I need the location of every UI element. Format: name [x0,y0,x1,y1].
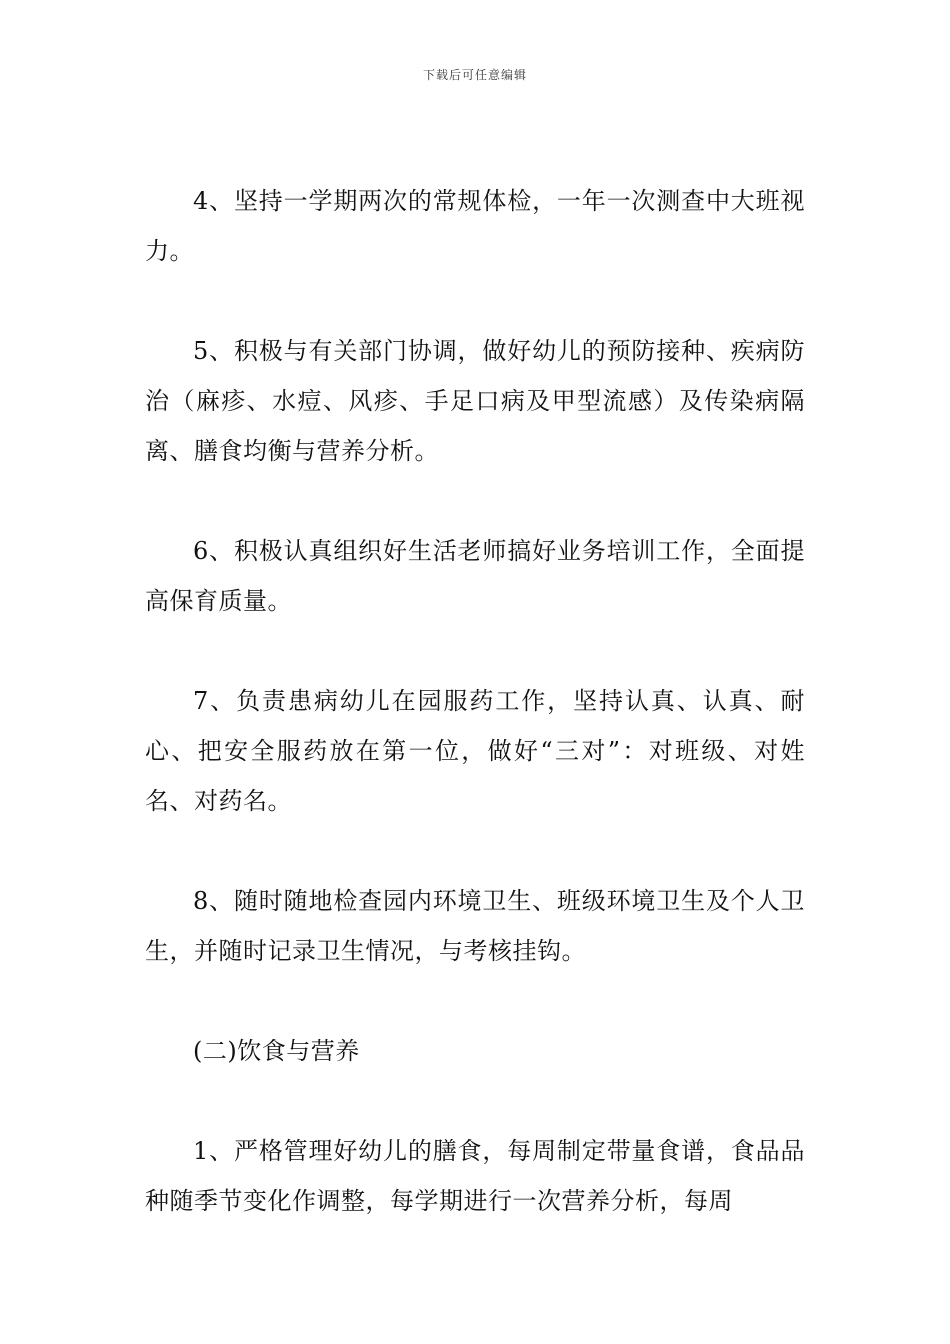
section-heading-diet: (二)饮食与营养 [193,1037,360,1065]
paragraph-item-5: 5、积极与有关部门协调，做好幼儿的预防接种、疾病防治（麻疹、水痘、风疹、手足口病及甲型流感）及传染病隔离、膳食均衡与营养分析。 [145,337,805,465]
paragraph-item-6: 6、积极认真组织好生活老师搞好业务培训工作，全面提高保育质量。 [145,537,805,615]
paragraph-item-4: 4、坚持一学期两次的常规体检，一年一次测查中大班视力。 [145,187,805,265]
paragraph-item-8: 8、随时随地检查园内环境卫生、班级环境卫生及个人卫生，并随时记录卫生情况，与考核挂钩。 [145,887,805,965]
paragraph-item-7: 7、负责患病幼儿在园服药工作，坚持认真、认真、耐心、把安全服药放在第一位，做好“三对”：对班级、对姓名、对药名。 [145,687,805,815]
document-body [145,176,805,1276]
header-note: 下载后可任意编辑 [422,68,527,82]
paragraph-diet-item-1: 1、严格管理好幼儿的膳食，每周制定带量食谱，食品品种随季节变化作调整，每学期进行一次营养分析，每周 [145,1137,805,1215]
